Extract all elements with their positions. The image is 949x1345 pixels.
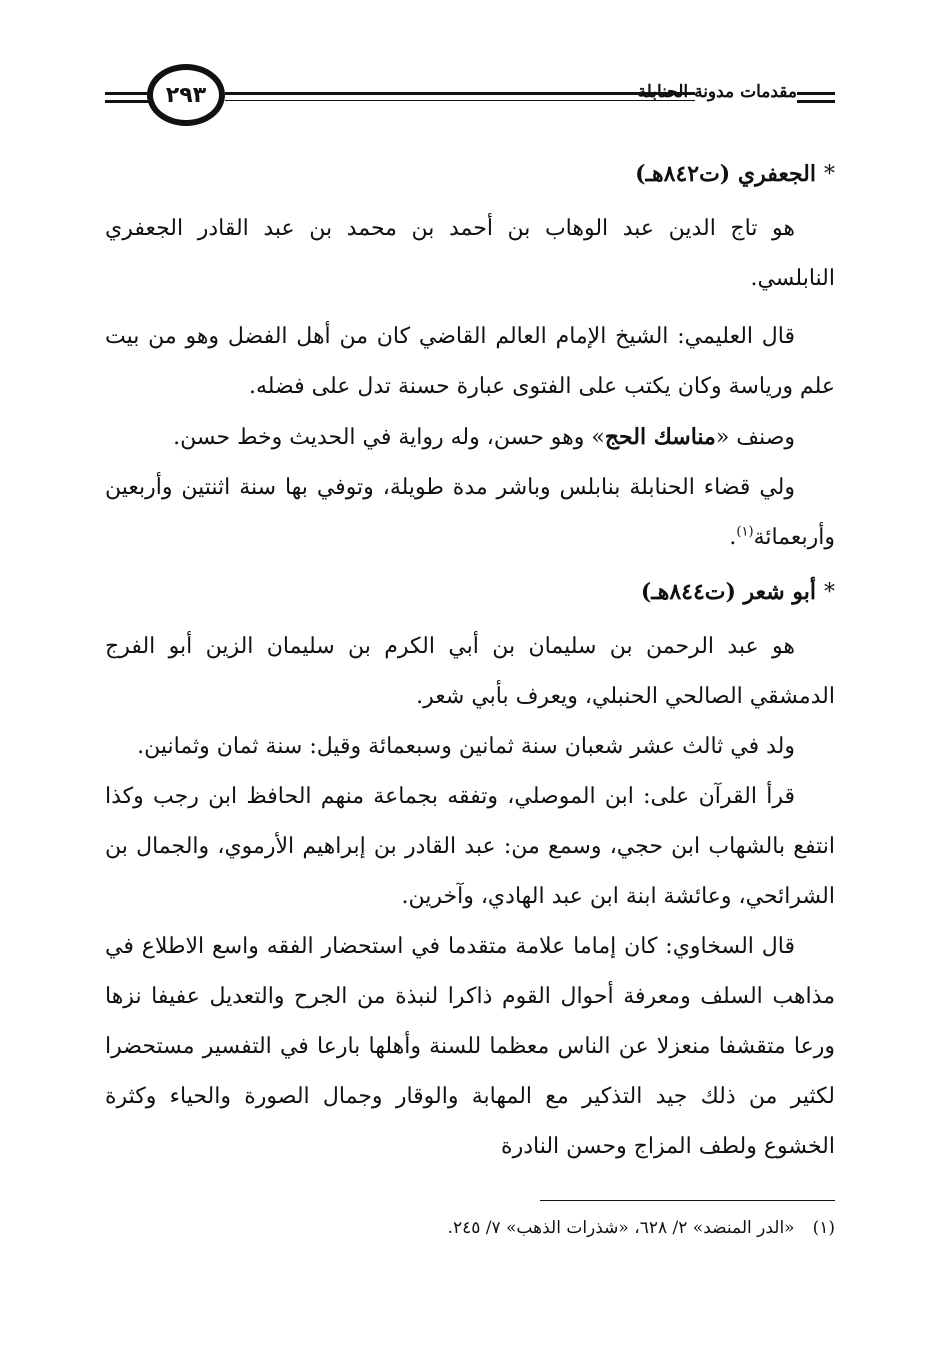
main-text [105, 145, 835, 1172]
header-rule [225, 100, 695, 101]
paragraph: هو عبد الرحمن بن سليمان بن أبي الكرم بن سليمان الزين أبو الفرج الدمشقي الصالحي الحنبلي، ويعرف بأبي شعر. [105, 634, 835, 709]
page-number: ٢٩٣ [147, 64, 225, 126]
book-title: مناسك الحج [604, 424, 716, 450]
paragraph: قرأ القرآن على: ابن الموصلي، وتفقه بجماعة منهم الحافظ ابن رجب وكذا انتفع بالشهاب ابن حجي، وسمع من: عبد القادر بن إبراهيم الأرموي، والجمال بن الشرائحي، وعائشة ابنة ابن عبد الهادي، وآخرين. [105, 784, 835, 909]
header-rule [225, 92, 695, 95]
entry-heading [105, 145, 835, 204]
text-run: وصنف « [715, 425, 795, 450]
asterisk-icon: * [824, 162, 835, 187]
page-header [105, 70, 835, 132]
entry-title: الجعفري (ت٨٤٢هـ) [635, 161, 816, 187]
footnote-number: (١) [812, 1218, 835, 1238]
header-rule [797, 100, 835, 103]
paragraph [105, 463, 835, 563]
text-run: » وهو حسن، وله رواية في الحديث وخط حسن. [173, 425, 605, 450]
footnote-rule [540, 1200, 835, 1201]
footnote-marker[interactable]: (١) [736, 524, 754, 540]
running-title: مقدمات مدونة الحنابلة [637, 82, 797, 102]
paragraph [105, 412, 835, 463]
text-run: ولي قضاء الحنابلة بنابلس وباشر مدة طويلة، وتوفي بها سنة اثنتين وأربعين وأربعمائة [105, 475, 835, 550]
entry-title: أبو شعر (ت٨٤٤هـ) [640, 579, 816, 605]
asterisk-icon: * [824, 580, 835, 605]
entry-heading [105, 563, 835, 622]
paragraph: قال السخاوي: كان إماما علامة متقدما في استحضار الفقه واسع الاطلاع في مذاهب السلف ومعرفة أحوال القوم ذاكرا لنبذة من الجرح والتعديل عفيفا نزها ورعا متقشفا منعزلا عن الناس معظما للسنة وأهلها بارعا في التفسير مستحضرا لكثير من ذلك جيد التذكير مع المهابة والوقار وجمال الصورة والحياء وكثرة الخشوع ولطف المزاج وحسن النادرة [105, 934, 835, 1159]
paragraph: هو تاج الدين عبد الوهاب بن أحمد بن محمد بن عبد القادر الجعفري النابلسي. [105, 216, 835, 291]
paragraph: ولد في ثالث عشر شعبان سنة ثمانين وسبعمائة وقيل: سنة ثمان وثمانين. [137, 734, 795, 759]
text-run: . [729, 525, 737, 550]
footnote [105, 1213, 835, 1243]
footnote-text: «الدر المنضد» ٢/ ٦٢٨، «شذرات الذهب» ٧/ ٢٤٥. [447, 1218, 795, 1238]
paragraph: قال العليمي: الشيخ الإمام العالم القاضي كان من أهل الفضل وهو من بيت علم ورياسة وكان يكتب على الفتوى عبارة حسنة تدل على فضله. [105, 324, 835, 399]
header-rule [797, 92, 835, 95]
